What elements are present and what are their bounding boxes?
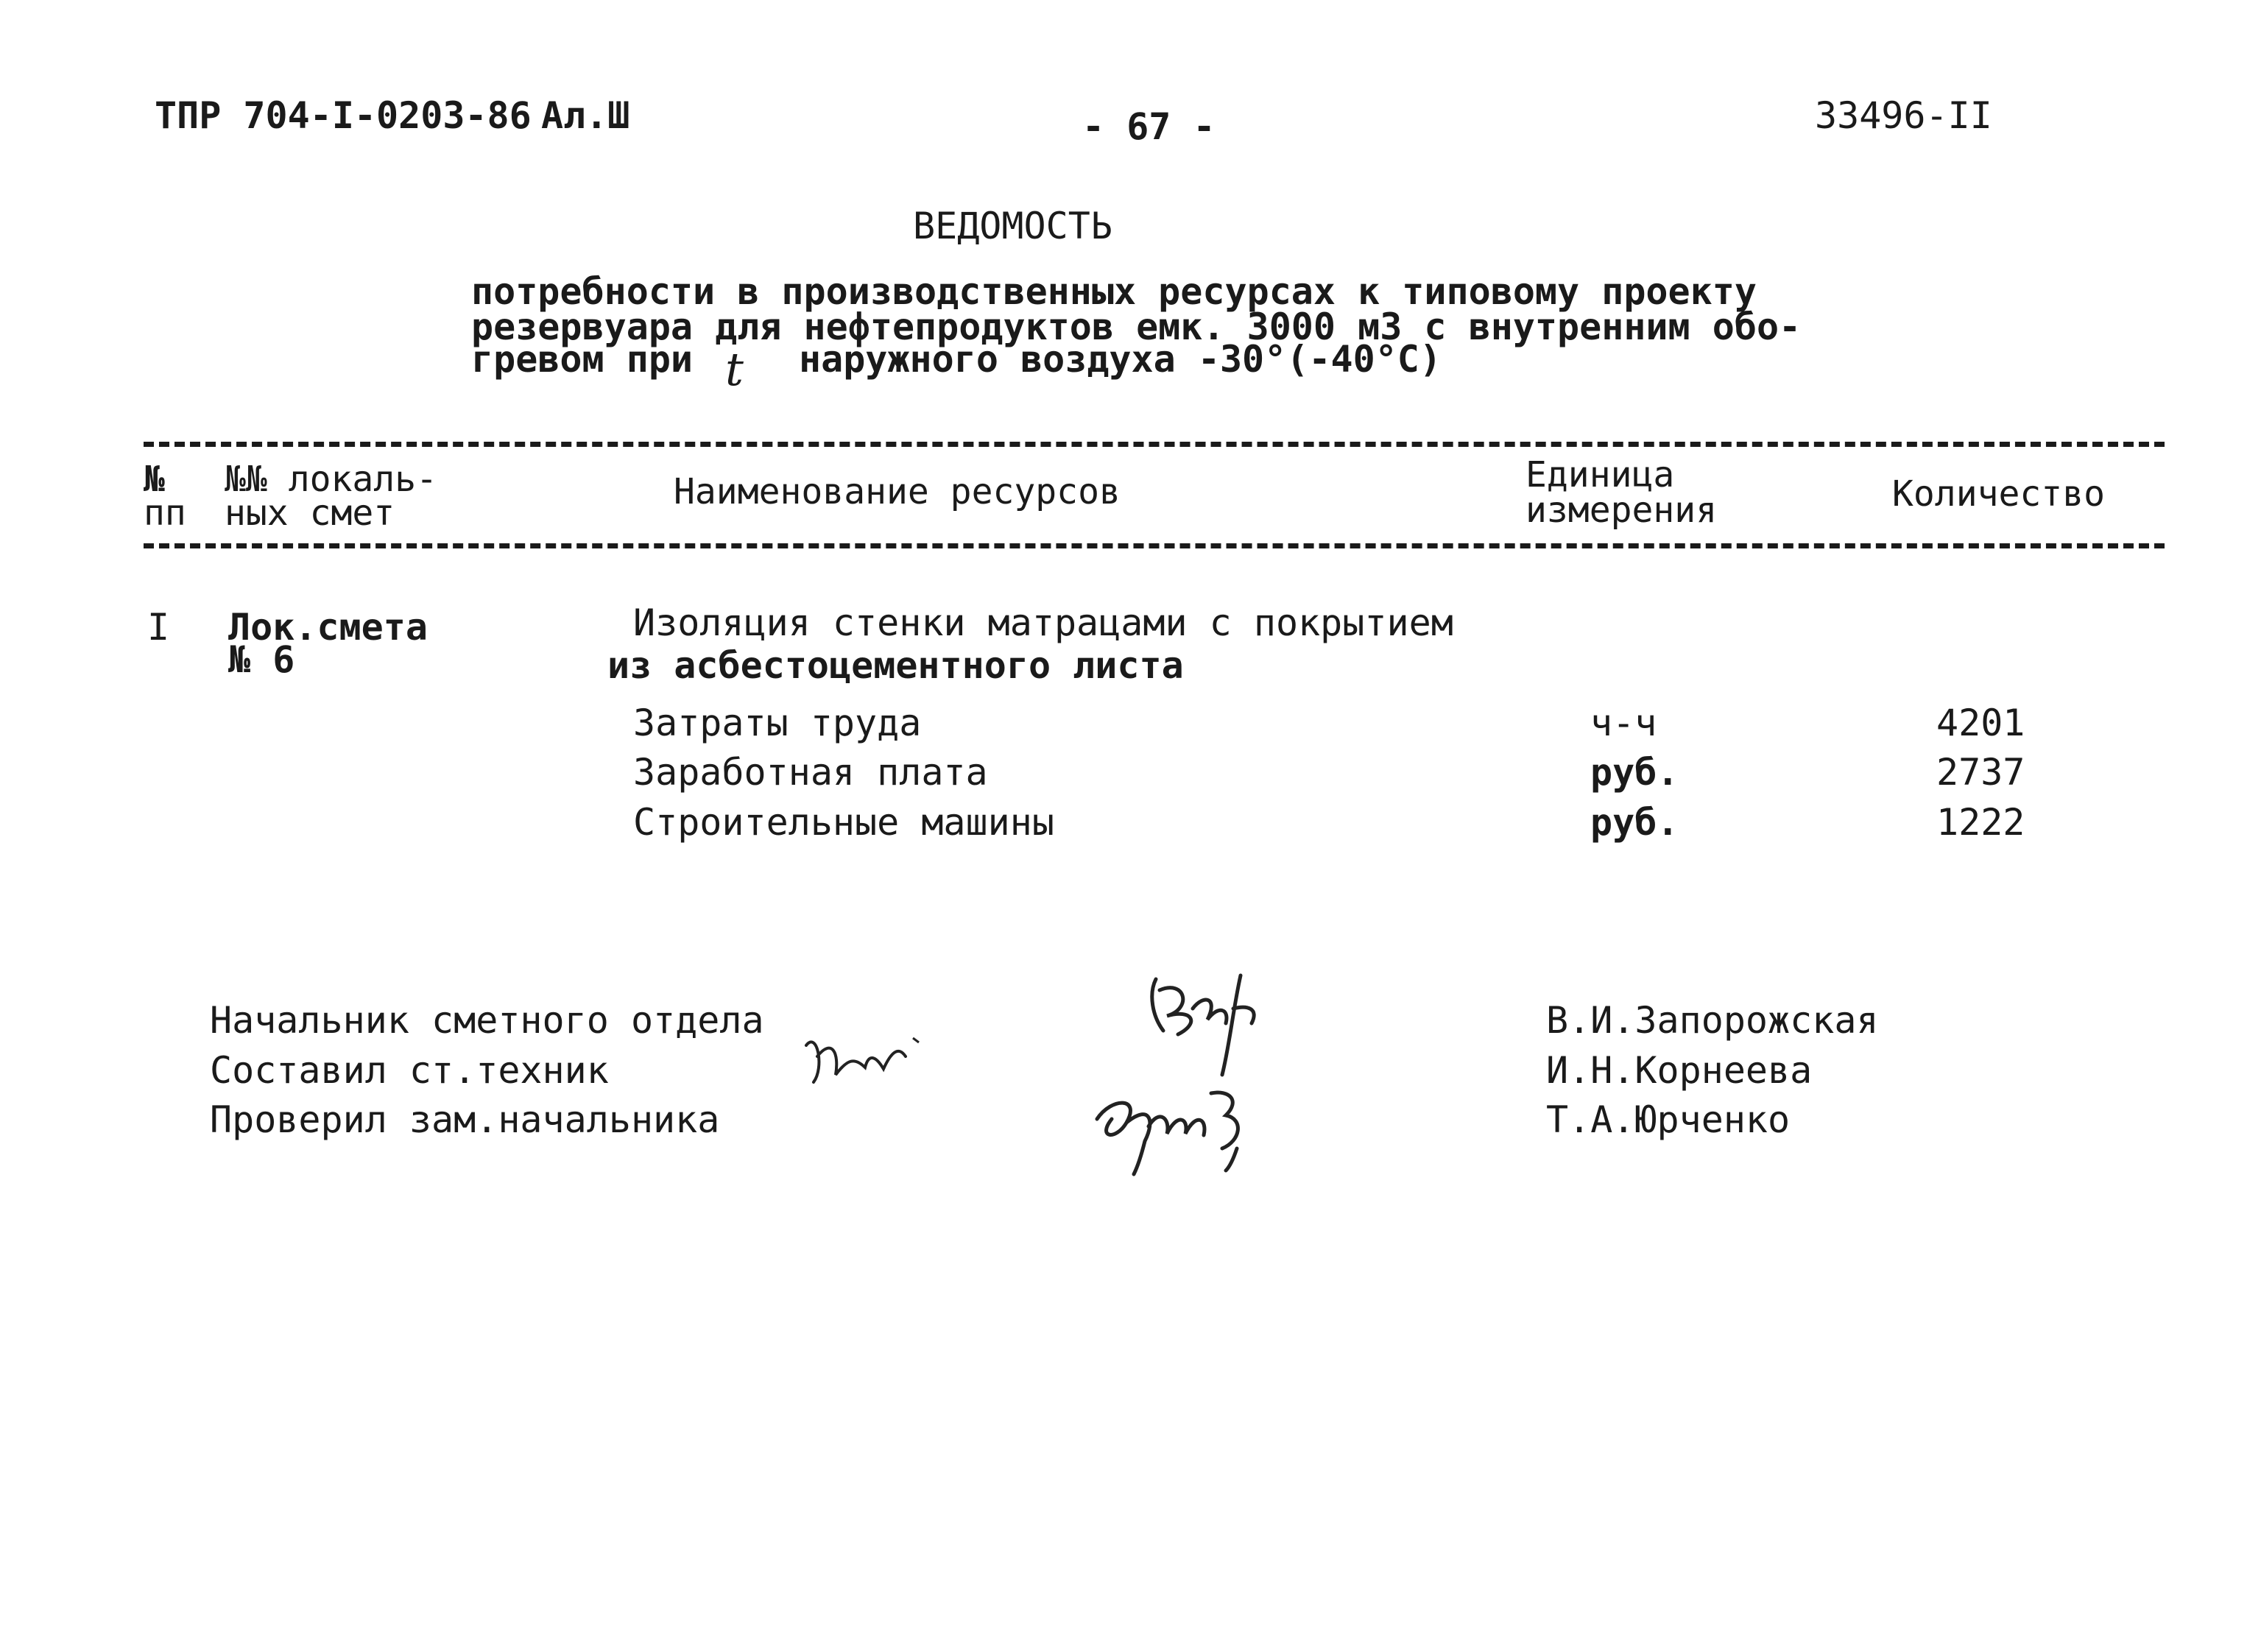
col-header-unit-1: Единица [1525, 454, 1675, 495]
subtitle-line-3-suffix: наружного воздуха -30°(-40°С) [799, 338, 1442, 381]
page-title: ВЕДОМОСТЬ [913, 205, 1112, 247]
album-label: Ал.Ш [541, 94, 630, 137]
col-header-local-2: ных смет [225, 493, 395, 534]
resource-unit: руб. [1590, 801, 1679, 844]
subtitle-line-1: потребности в производственных ресурсах к типовому проекту [471, 270, 1757, 313]
signature-role: Проверил зам.начальника [210, 1098, 720, 1141]
col-header-num-2: пп [144, 493, 186, 534]
resource-quantity: 4201 [1936, 702, 2025, 744]
signature-name: И.Н.Корнеева [1546, 1049, 1813, 1092]
local-estimate-label: Лок.смета [228, 606, 428, 649]
document-code: ТПР 704-I-0203-86 [155, 94, 532, 137]
handwritten-signature-1 [795, 1023, 942, 1104]
resource-name: Заработная плата [633, 751, 988, 794]
signature-name: В.И.Запорожская [1546, 999, 1879, 1042]
resource-unit: руб. [1590, 751, 1679, 794]
row-number: I [147, 606, 170, 649]
resource-group-title: Изоляция стенки матрацами с покрытием [633, 601, 1453, 644]
header-bottom-rule [144, 543, 2165, 548]
resource-quantity: 1222 [1936, 801, 2025, 844]
col-header-local-1: №№ локаль- [225, 459, 437, 500]
signature-role: Начальник сметного отдела [210, 999, 764, 1042]
subtitle-line-2: резервуара для нефтепродуктов емк. 3000 м3 с внутренним обо- [471, 306, 1802, 348]
col-header-name: Наименование ресурсов [674, 471, 1121, 512]
subtitle-line-3-prefix: гревом при [471, 338, 694, 381]
resource-name: Строительные машины [633, 801, 1054, 844]
col-header-qty: Количество [1892, 473, 2105, 515]
resource-quantity: 2737 [1936, 751, 2025, 794]
handwritten-signature-3 [1082, 1067, 1288, 1178]
registry-number: 33496-II [1815, 94, 1992, 137]
page-number: - 67 - [1082, 105, 1216, 148]
col-header-unit-2: измерения [1525, 490, 1718, 531]
col-header-num-1: № [144, 459, 165, 500]
resource-unit: ч-ч [1590, 702, 1657, 744]
resource-name: Затраты труда [633, 702, 922, 744]
resource-group-subtitle: из асбестоцементного листа [607, 644, 1184, 687]
temperature-symbol: t [725, 342, 744, 396]
signature-name: Т.А.Юрченко [1546, 1098, 1791, 1141]
signature-role: Составил ст.техник [210, 1049, 609, 1092]
local-estimate-number: № 6 [228, 638, 295, 681]
header-top-rule [144, 442, 2165, 447]
